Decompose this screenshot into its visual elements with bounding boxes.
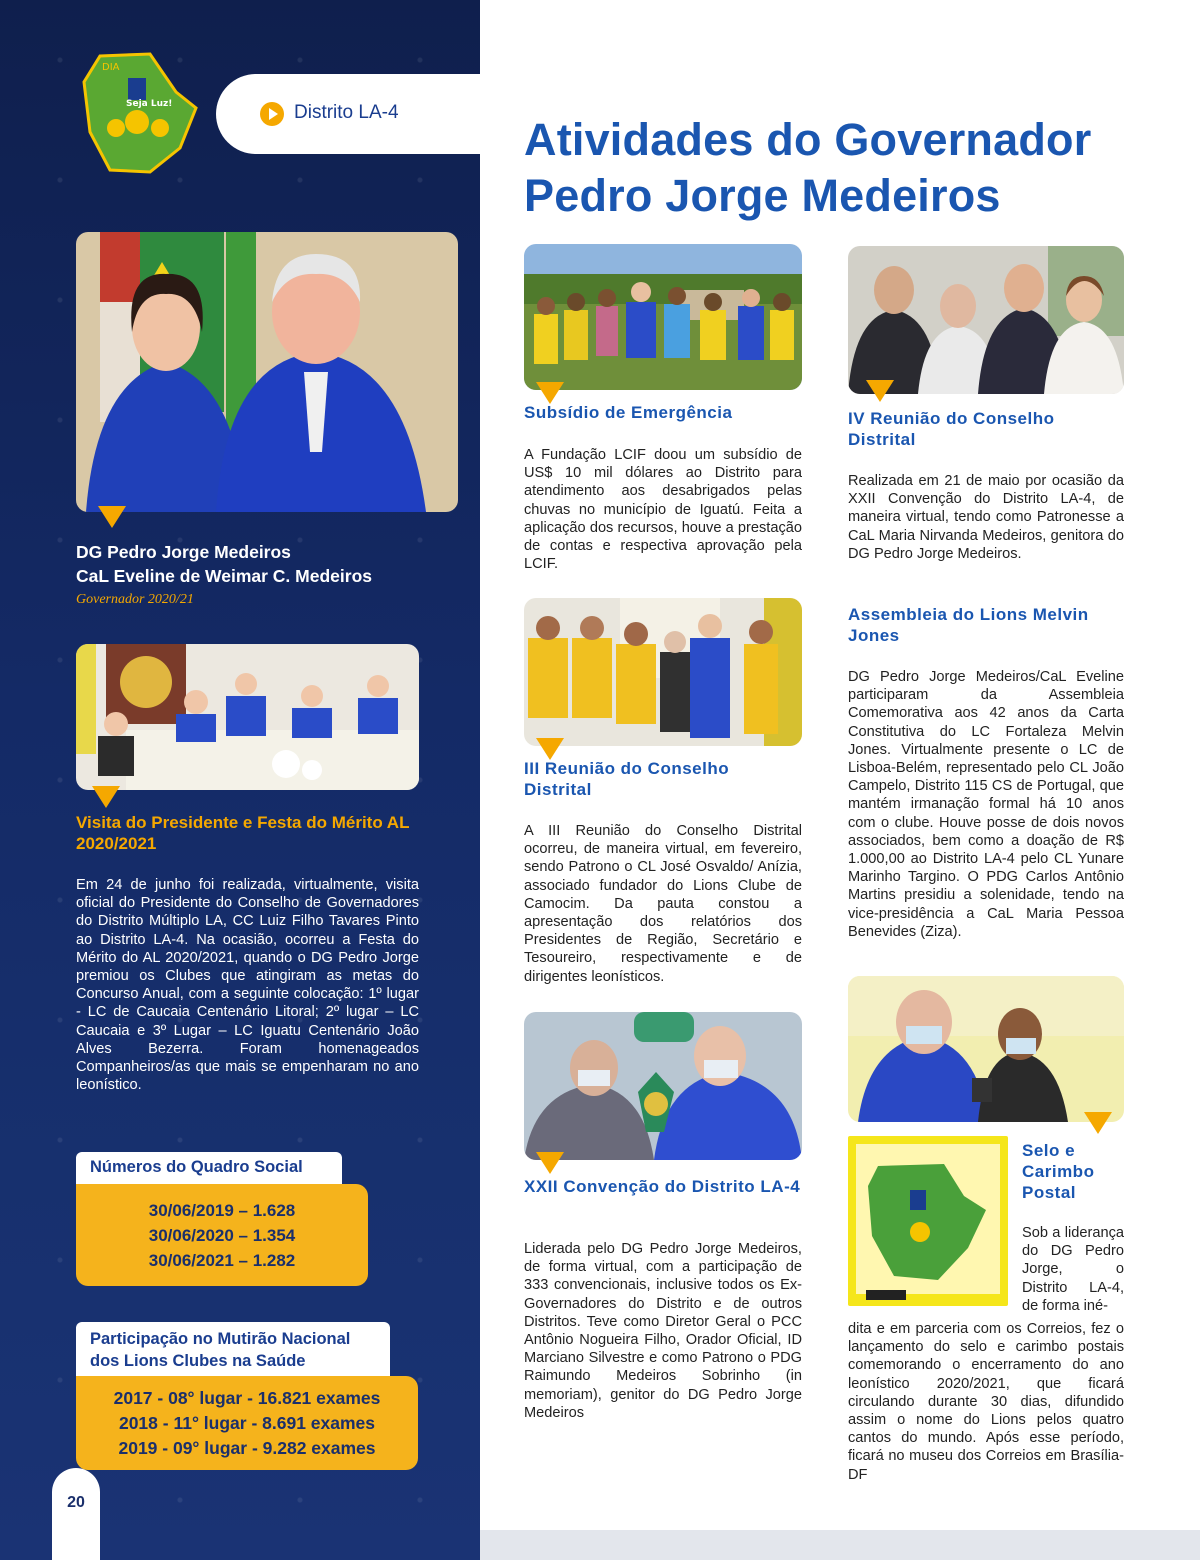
visit-heading: Visita do Presidente e Festa do Mérito AL 2020/2021 (76, 813, 410, 853)
assembleia-heading: Assembleia do Lions Melvin Jones (848, 605, 1089, 645)
visit-body: Em 24 de junho foi realizada, virtualmente, visita oficial do Presidente do Conselho de Governadores do Distrito Múltiplo LA, CC Luiz Filho Tavares Pinto ao Distrito LA-4. Na ocasião, ocorreu a Festa do Mérito do AL 2020/2021, quando o DG Pedro Jorge premiou os Clubes que atingiram as metas do Concurso Anual, com a seguinte colocação: 1º lugar - LC de Caucaia Centenário Litoral; 2º lugar – LC Caucaia e 3º Lugar – LC Iguatu Centenário João Alves Bezerra. Foram homenageados Companheiros/as que mais se empenharam no ano leonístico. (76, 877, 419, 1094)
health-box (76, 1376, 418, 1470)
convencao-photo (524, 1012, 802, 1160)
selo-body-narrow: Sob a liderança do DG Pedro Jorge, o Distrito LA-4, de forma iné- (1022, 1225, 1124, 1314)
main-photo-subcaption: Governador 2020/21 (76, 592, 194, 607)
iv-reuniao-photo (848, 246, 1124, 394)
logo-text-top: DIA (102, 62, 120, 73)
caption-line-2: CaL Eveline de Weimar C. Medeiros (76, 566, 372, 586)
district-tag (216, 74, 480, 154)
district-logo (80, 52, 198, 176)
play-icon (260, 102, 284, 126)
iv-reuniao-pointer-icon (866, 380, 894, 402)
membership-row: 30/06/2019 – 1.628 (148, 1201, 296, 1220)
subsidio-body: A Fundação LCIF doou um subsídio de US$ 10 mil dólares ao Distrito para atendimento aos desabrigados pelas chuvas no município de Iguatú. Feita a aplicação dos recursos, houve a prestação de contas e respectiva aprovação pela LCIF. (524, 447, 802, 573)
visit-pointer-icon (92, 786, 120, 808)
footer-bar (480, 1530, 1200, 1560)
iii-reuniao-heading: III Reunião do Conselho Distrital (524, 759, 730, 799)
stamp-image (848, 1136, 1008, 1306)
caption-pointer-icon (98, 506, 126, 528)
main-photo (76, 232, 458, 512)
convencao-body: Liderada pelo DG Pedro Jorge Medeiros, de forma virtual, com a participação de 333 convencionais, inclusive todos os Ex-Governadores do Distrito e de outros Distritos. Teve como Diretor Geral o PCC Antônio Nogueira Filho, Orador Oficial, ID Marciano Silvestre e como Patrono o PDG Raimundo Medeiros Sobrinho (in memoriam), genitor do DG Pedro Jorge Medeiros (524, 1241, 802, 1421)
health-row: 2019 - 09° lugar - 9.282 exames (118, 1438, 376, 1458)
subsidio-photo (524, 244, 802, 390)
iii-reuniao-photo (524, 598, 802, 746)
selo-pointer-icon (1084, 1112, 1112, 1134)
selo-photo (848, 976, 1124, 1122)
subsidio-heading: Subsídio de Emergência (524, 403, 733, 422)
convencao-heading: XXII Convenção do Distrito LA-4 (524, 1177, 801, 1196)
health-box-title: Participação no Mutirão Nacional dos Lions Clubes na Saúde (76, 1322, 390, 1378)
title-line-2: Pedro Jorge Medeiros (524, 170, 1001, 221)
membership-row: 30/06/2020 – 1.354 (148, 1226, 296, 1245)
caption-line-1: DG Pedro Jorge Medeiros (76, 542, 291, 562)
health-row: 2017 - 08° lugar - 16.821 exames (113, 1388, 381, 1408)
selo-body-wide: dita e em parceria com os Correios, fez o lançamento do selo e carimbo postais comemorando o encerramento do ano leonístico 2020/2021, que ficará circulando durante 30 dias, difundido assim o nome do Lions pelos quatro cantos do mundo. Após esse período, ficará no museu dos Correios em Brasília-DF (848, 1321, 1124, 1483)
health-row: 2018 - 11° lugar - 8.691 exames (118, 1413, 376, 1433)
page-number: 20 (52, 1468, 100, 1560)
title-line-1: Atividades do Governador (524, 114, 1092, 165)
president-visit-photo (76, 644, 419, 790)
selo-heading: Selo e Carimbo Postal (1022, 1141, 1095, 1202)
assembleia-body: DG Pedro Jorge Medeiros/CaL Eveline participaram da Assembleia Comemorativa aos 42 anos da Carta Constitutiva do LC Fortaleza Melvin Jones. Virtualmente presente o LC de Lisboa-Belém, representado pelo CL João Campelo, Distrito 115 CS de Portugal, que mantém irmanação formal há 10 anos com o clube. Houve posse de dois novos associados, bem como a doação de R$ 1.000,00 ao Distrito LA-4 pelo CL Yunare Marinho Targino. O PDG Carlos Antônio Martins presidiu a solenidade, tendo na vice-presidência a CaL Maria Pessoa Benevides (Ziza). (848, 669, 1124, 940)
membership-box-title: Números do Quadro Social (76, 1152, 342, 1186)
iv-reuniao-body: Realizada em 21 de maio por ocasião da XXII Convenção do Distrito LA-4, de maneira virtual, tendo como Patronesse a CaL Maria Nirvanda Medeiros, genitora do DG Pedro Jorge Medeiros. (848, 473, 1124, 562)
subsidio-pointer-icon (536, 382, 564, 404)
membership-box (76, 1184, 368, 1286)
page-title (524, 112, 1174, 224)
iv-reuniao-heading: IV Reunião do Conselho Distrital (848, 409, 1055, 449)
membership-row: 30/06/2021 – 1.282 (148, 1251, 296, 1270)
convencao-pointer-icon (536, 1152, 564, 1174)
iii-reuniao-body: A III Reunião do Conselho Distrital ocorreu, de maneira virtual, em fevereiro, sendo Patrono o CL José Osvaldo/ Anízia, associado fundador do Lions Clube de Camocim. Da pauta constou a apresentação dos relatórios dos Presidentes de Região, Secretário e Tesoureiro, respectivamente e de dirigentes leonísticos. (524, 823, 802, 985)
main-photo-caption (76, 540, 372, 588)
logo-text-mid: Seja Luz! (126, 99, 173, 109)
iii-reuniao-pointer-icon (536, 738, 564, 760)
district-tag-label: Distrito LA-4 (294, 102, 399, 123)
